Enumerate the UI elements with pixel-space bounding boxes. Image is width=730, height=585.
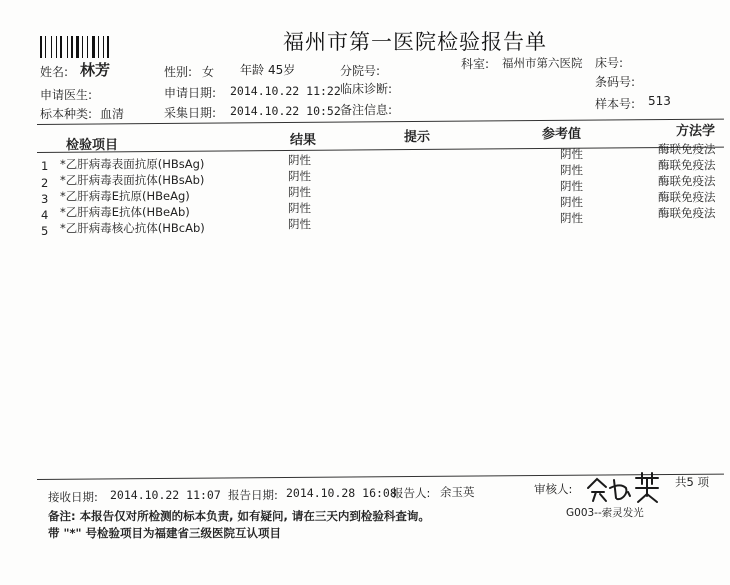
barcode-bar — [105, 36, 106, 58]
sex-value: 女 — [202, 65, 215, 79]
bed-label: 床号: — [595, 56, 624, 70]
name-label: 姓名: — [40, 65, 69, 79]
barcode-bar — [67, 36, 68, 58]
barcode-bar — [92, 36, 95, 58]
doctor-label: 申请医生: — [40, 88, 93, 102]
row-reference: 阴性 — [560, 179, 583, 193]
age-label: 年龄 — [240, 63, 265, 77]
table-header-rule — [37, 147, 724, 153]
row-method: 酶联免疫法 — [658, 190, 716, 204]
row-result: 阴性 — [288, 201, 311, 215]
row-no: 2 — [41, 176, 49, 190]
barcode-bar — [63, 36, 66, 58]
barcode-bar — [89, 36, 91, 58]
barcode-image — [40, 36, 112, 58]
header-method: 方法学 — [676, 124, 716, 139]
row-result: 阴性 — [288, 153, 311, 167]
sample-no-value: 513 — [648, 94, 671, 108]
sex-label: 性别: — [164, 65, 193, 79]
row-result: 阴性 — [288, 185, 311, 199]
barcode-bar — [71, 36, 73, 58]
footer-note-responsibility: 备注: 本报告仅对所检测的标本负责, 如有疑问, 请在三天内到检验科查询。 — [48, 509, 430, 523]
barcode-bar — [80, 36, 81, 58]
row-reference: 阴性 — [560, 147, 583, 161]
apply-date-label: 申请日期: — [164, 86, 217, 100]
row-item: *乙肝病毒E抗原(HBeAg) — [60, 189, 190, 203]
row-item: *乙肝病毒E抗体(HBeAb) — [60, 205, 190, 219]
receive-date-value: 2014.10.22 11:07 — [110, 488, 221, 502]
barcode-bar — [47, 36, 50, 58]
reporter-name: 余玉英 — [440, 485, 475, 499]
barcode-bar — [60, 36, 62, 58]
barcode-bar — [84, 36, 86, 58]
barcode-bar — [98, 36, 99, 58]
barcode-bar — [76, 36, 79, 58]
department-label: 科室: — [461, 57, 490, 71]
barcode-bar — [58, 36, 59, 58]
header-result: 结果 — [290, 133, 317, 148]
row-method: 酶联免疫法 — [658, 174, 716, 188]
row-reference: 阴性 — [560, 211, 583, 225]
specimen-type-label: 标本种类: — [40, 107, 93, 121]
barcode-bar — [107, 36, 109, 58]
barcode-bar — [100, 36, 102, 58]
diagnosis-label: 临床诊断: — [340, 82, 393, 96]
report-date-label: 报告日期: — [228, 488, 278, 502]
row-no: 1 — [41, 159, 49, 173]
sample-no-label: 样本号: — [595, 97, 636, 111]
age-value: 45岁 — [268, 63, 296, 77]
reviewer-label: 审核人: — [534, 482, 573, 496]
row-method: 酶联免疫法 — [658, 206, 716, 220]
reporter-label: 报告人: — [392, 486, 431, 500]
collect-date-value: 2014.10.22 10:52 — [230, 104, 341, 118]
reviewer-code: G003--索灵发光 — [566, 507, 644, 519]
table-top-rule — [37, 119, 724, 125]
header-reference: 参考值 — [542, 127, 582, 142]
collect-date-label: 采集日期: — [164, 106, 217, 120]
receive-date-label: 接收日期: — [48, 490, 98, 504]
patient-name: 林芳 — [80, 61, 111, 79]
row-result: 阴性 — [288, 169, 311, 183]
row-item: *乙肝病毒表面抗体(HBsAb) — [60, 173, 205, 187]
specimen-type-value: 血清 — [100, 107, 125, 121]
remarks-label: 备注信息: — [340, 103, 393, 117]
apply-date-value: 2014.10.22 11:22 — [230, 84, 341, 98]
row-no: 5 — [41, 224, 49, 238]
header-item: 检验项目 — [66, 138, 119, 153]
barcode-bar — [40, 36, 42, 58]
row-reference: 阴性 — [560, 163, 583, 177]
barcode-bar — [87, 36, 88, 58]
barcode-label: 条码号: — [595, 75, 636, 89]
item-total: 共5 项 — [675, 475, 709, 489]
row-reference: 阴性 — [560, 195, 583, 209]
row-method: 酶联免疫法 — [658, 158, 716, 172]
row-item: *乙肝病毒核心抗体(HBcAb) — [60, 221, 205, 235]
department-value: 福州市第六医院 — [502, 56, 583, 70]
barcode-bar — [103, 36, 104, 58]
barcode-bar — [56, 36, 57, 58]
barcode-bar — [43, 36, 44, 58]
row-result: 阴性 — [288, 217, 311, 231]
barcode-bar — [45, 36, 46, 58]
barcode-bar — [51, 36, 52, 58]
branch-label: 分院号: — [340, 64, 381, 78]
barcode-bar — [82, 36, 83, 58]
reviewer-signature — [584, 470, 662, 504]
row-method: 酶联免疫法 — [658, 142, 716, 156]
footer-note-mutual-recognition: 带 "*" 号检验项目为福建省三级医院互认项目 — [48, 526, 282, 540]
header-hint: 提示 — [404, 130, 431, 145]
row-item: *乙肝病毒表面抗原(HBsAg) — [60, 157, 205, 171]
row-no: 4 — [41, 208, 49, 222]
barcode-bar — [74, 36, 75, 58]
report-date-value: 2014.10.28 16:08 — [286, 486, 397, 500]
row-no: 3 — [41, 192, 49, 206]
barcode-bar — [69, 36, 70, 58]
barcode-bar — [96, 36, 97, 58]
barcode-bar — [53, 36, 55, 58]
report-title: 福州市第一医院检验报告单 — [283, 30, 547, 54]
